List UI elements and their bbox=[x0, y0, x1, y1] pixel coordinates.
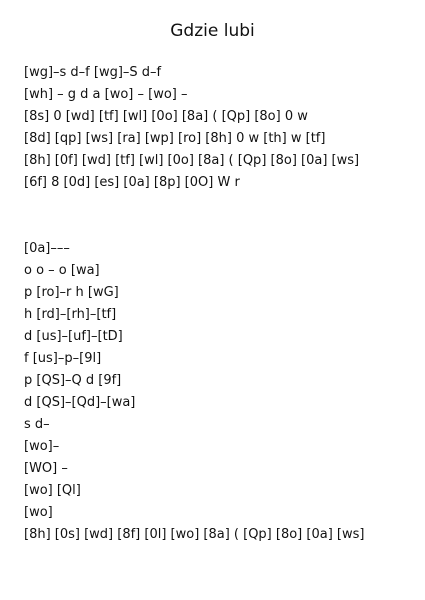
section-gap bbox=[24, 194, 401, 238]
notes-block-2 bbox=[24, 238, 401, 546]
notes-line: [wo] bbox=[24, 505, 53, 520]
notes-line: [8d] [qp] [ws] [ra] [wp] [ro] [8h] 0 w [th] w [tf] bbox=[24, 131, 326, 146]
notes-line: [8h] [0s] [wd] [8f] [0l] [wo] [8a] ( [Qp] [8o] [0a] [ws] bbox=[24, 527, 365, 542]
notes-line: o o – o [wa] bbox=[24, 263, 100, 278]
notes-line: f [us]–p–[9l] bbox=[24, 351, 102, 366]
notes-line: [wo] [Ql] bbox=[24, 483, 81, 498]
notes-line: [wh] – g d a [wo] – [wo] – bbox=[24, 87, 188, 102]
notes-line: [0a]––– bbox=[24, 241, 70, 256]
notes-line: [8h] [0f] [wd] [tf] [wl] [0o] [8a] ( [Qp] [8o] [0a] [ws] bbox=[24, 153, 360, 168]
notes-line: [8s] 0 [wd] [tf] [wl] [0o] [8a] ( [Qp] [8o] 0 w bbox=[24, 109, 308, 124]
notes-line: h [rd]–[rh]–[tf] bbox=[24, 307, 117, 322]
notes-line: p [QS]–Q d [9f] bbox=[24, 373, 122, 388]
notes-line: d [QS]–[Qd]–[wa] bbox=[24, 395, 136, 410]
notes-line: s d– bbox=[24, 417, 50, 432]
page-title: Gdzie lubi bbox=[170, 21, 255, 41]
notes-line: d [us]–[uf]–[tD] bbox=[24, 329, 123, 344]
notes-line: [wg]–s d–f [wg]–S d–f bbox=[24, 65, 162, 80]
notes-block-1 bbox=[24, 62, 401, 194]
notes-line: [wo]– bbox=[24, 439, 60, 454]
notes-line: [6f] 8 [0d] [es] [0a] [8p] [0O] W r bbox=[24, 175, 240, 190]
notes-line: [WO] – bbox=[24, 461, 68, 476]
notes-line: p [ro]–r h [wG] bbox=[24, 285, 119, 300]
